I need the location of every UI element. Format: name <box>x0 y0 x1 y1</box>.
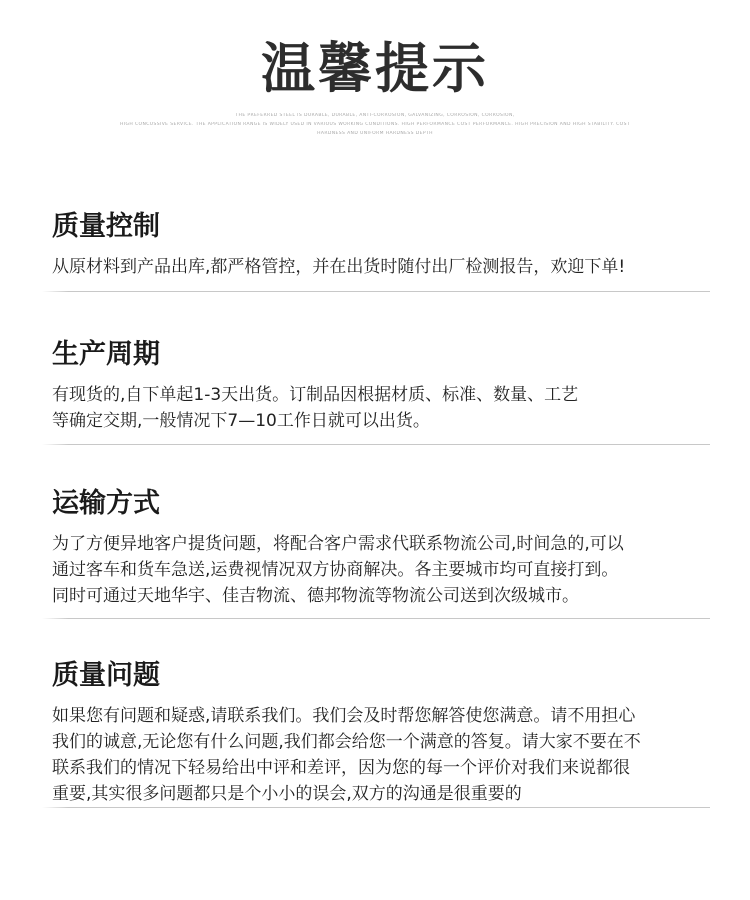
fineprint-line-2: HIGH CONCUSSIVE SERVICE. THE APPLICATION RANGE IS WIDELY USED IN VARIOUS WORKING CONDITIONS. HIGH PERFORMANCE COST PERFORMANCE. HIGH PRECISION AND HIGH STABILITY. COST <box>119 122 631 127</box>
section-body <box>52 703 712 807</box>
section-text-line: 有现货的,自下单起1-3天出货。订制品因根据材质、标准、数量、工艺 <box>52 385 579 405</box>
section-divider <box>42 444 710 445</box>
section-heading: 运输方式 <box>52 488 160 519</box>
section-text-line: 我们的诚意,无论您有什么问题,我们都会给您一个满意的答复。请大家不要在不 <box>52 732 641 752</box>
section-divider <box>42 618 710 619</box>
section-heading: 生产周期 <box>52 339 160 370</box>
section-text-line: 如果您有问题和疑惑,请联系我们。我们会及时帮您解答使您满意。请不用担心 <box>52 706 636 726</box>
section-text-line: 通过客车和货车急送,运费视情况双方协商解决。各主要城市均可直接打到。 <box>52 560 619 580</box>
section-heading: 质量控制 <box>52 211 160 242</box>
fineprint-line-1: THE PREFERRED STEEL IS DURABLE, DURABLE, ANTI-CORROSION, GALVANIZING, CORROSION, CORROSION, <box>235 113 515 118</box>
section-body <box>52 531 712 609</box>
section-divider <box>42 291 710 292</box>
section-text-line: 等确定交期,一般情况下7—10工作日就可以出货。 <box>52 411 430 431</box>
section-body <box>52 254 712 280</box>
section-text-line: 同时可通过天地华宇、佳吉物流、德邦物流等物流公司送到次级城市。 <box>52 586 579 606</box>
section-divider <box>42 807 710 808</box>
page-title: 温馨提示 <box>261 37 489 100</box>
fineprint-line-3: HARDNESS AND UNIFORM HARDNESS DEPTH <box>317 131 433 136</box>
section-heading: 质量问题 <box>52 660 160 691</box>
section-text-line: 为了方便异地客户提货问题，将配合客户需求代联系物流公司,时间急的,可以 <box>52 534 624 554</box>
section-text-line: 联系我们的情况下轻易给出中评和差评，因为您的每一个评价对我们来说都很 <box>52 758 630 778</box>
section-body <box>52 382 712 434</box>
section-text-line: 从原材料到产品出库,都严格管控，并在出货时随付出厂检测报告，欢迎下单! <box>52 257 626 277</box>
section-text-line: 重要,其实很多问题都只是个小小的误会,双方的沟通是很重要的 <box>52 784 522 804</box>
